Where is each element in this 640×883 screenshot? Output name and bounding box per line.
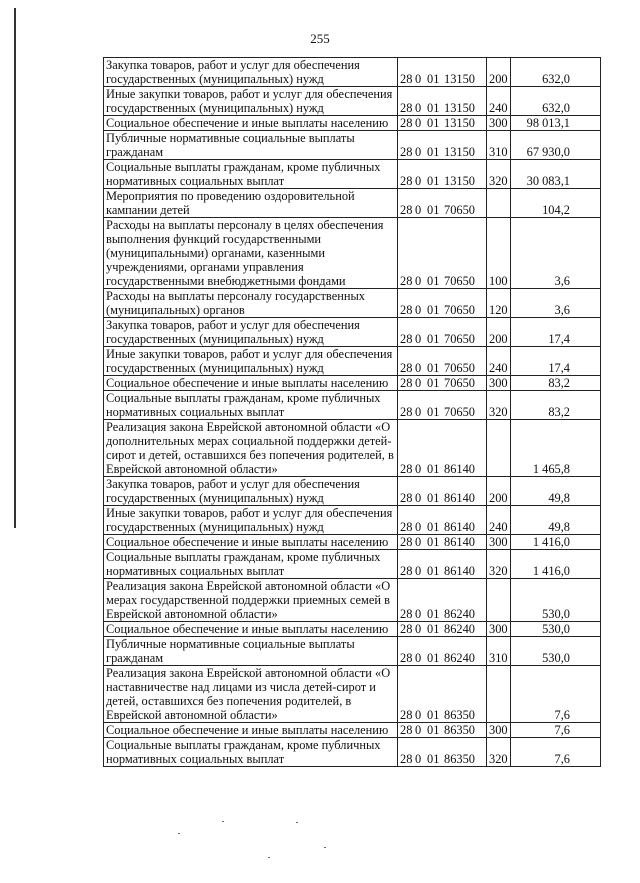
- row-code: [398, 550, 487, 579]
- row-amount: 530,0: [511, 622, 601, 637]
- table-row: [104, 738, 601, 767]
- code-part: 70650: [444, 361, 475, 375]
- row-expense-type: [487, 189, 511, 218]
- code-part: 0: [415, 622, 422, 636]
- row-name: Закупка товаров, работ и услуг для обеспечения государственных (муниципальных) нужд: [104, 477, 398, 506]
- row-name: Социальное обеспечение и иные выплаты населению: [104, 376, 398, 391]
- code-part: 13150: [444, 174, 475, 188]
- code-part: 0: [415, 303, 422, 317]
- row-amount: 83,2: [511, 376, 601, 391]
- row-code: [398, 738, 487, 767]
- row-expense-type: [487, 666, 511, 723]
- scan-speck: [268, 857, 270, 858]
- table-row: [104, 289, 601, 318]
- code-part: 0: [415, 564, 422, 578]
- row-name: Реализация закона Еврейской автономной области «О мерах государственной поддержки приемных семей в Еврейской автономной области»: [104, 579, 398, 622]
- row-amount: 17,4: [511, 318, 601, 347]
- table-row: [104, 189, 601, 218]
- row-amount: 67 930,0: [511, 131, 601, 160]
- code-part: 28: [400, 174, 413, 188]
- row-name: Закупка товаров, работ и услуг для обеспечения государственных (муниципальных) нужд: [104, 58, 398, 87]
- row-amount: 83,2: [511, 391, 601, 420]
- code-part: 0: [415, 101, 422, 115]
- row-name: Реализация закона Еврейской автономной области «О дополнительных мерах социальной поддержки детей-сирот и детей, оставшихся без попечения родителей, в Еврейской автономной области»: [104, 420, 398, 477]
- row-amount: 530,0: [511, 579, 601, 622]
- code-part: 13150: [444, 145, 475, 159]
- row-code: [398, 723, 487, 738]
- row-expense-type: 320: [487, 391, 511, 420]
- code-part: 13150: [444, 116, 475, 130]
- row-amount: 49,8: [511, 477, 601, 506]
- row-code: [398, 391, 487, 420]
- code-part: 28: [400, 708, 413, 722]
- row-amount: 7,6: [511, 723, 601, 738]
- code-part: 86240: [444, 607, 475, 621]
- row-code: [398, 87, 487, 116]
- row-amount: 1 416,0: [511, 550, 601, 579]
- code-part: 01: [427, 72, 440, 86]
- row-name: Социальное обеспечение и иные выплаты населению: [104, 723, 398, 738]
- code-part: 28: [400, 622, 413, 636]
- row-expense-type: 240: [487, 347, 511, 376]
- code-part: 28: [400, 535, 413, 549]
- code-part: 0: [415, 752, 422, 766]
- code-part: 0: [415, 520, 422, 534]
- code-part: 28: [400, 376, 413, 390]
- code-part: 01: [427, 607, 440, 621]
- row-code: [398, 116, 487, 131]
- code-part: 0: [415, 462, 422, 476]
- table-row: [104, 87, 601, 116]
- table-row: [104, 131, 601, 160]
- table-row: [104, 579, 601, 622]
- row-amount: 7,6: [511, 738, 601, 767]
- row-code: [398, 420, 487, 477]
- table-row: [104, 506, 601, 535]
- row-code: [398, 58, 487, 87]
- row-code: [398, 579, 487, 622]
- row-code: [398, 622, 487, 637]
- row-name: Закупка товаров, работ и услуг для обеспечения государственных (муниципальных) нужд: [104, 318, 398, 347]
- row-amount: 30 083,1: [511, 160, 601, 189]
- code-part: 28: [400, 72, 413, 86]
- code-part: 86140: [444, 491, 475, 505]
- code-part: 0: [415, 332, 422, 346]
- code-part: 28: [400, 651, 413, 665]
- code-part: 28: [400, 332, 413, 346]
- code-part: 28: [400, 203, 413, 217]
- code-part: 01: [427, 651, 440, 665]
- row-code: [398, 506, 487, 535]
- code-part: 86350: [444, 723, 475, 737]
- row-expense-type: 320: [487, 160, 511, 189]
- row-amount: 7,6: [511, 666, 601, 723]
- row-code: [398, 535, 487, 550]
- code-part: 0: [415, 708, 422, 722]
- binding-line: [14, 8, 16, 528]
- code-part: 0: [415, 376, 422, 390]
- table-row: [104, 723, 601, 738]
- table-row: [104, 58, 601, 87]
- code-part: 28: [400, 405, 413, 419]
- code-part: 86140: [444, 520, 475, 534]
- code-part: 28: [400, 116, 413, 130]
- code-part: 28: [400, 723, 413, 737]
- row-amount: 104,2: [511, 189, 601, 218]
- row-expense-type: 300: [487, 723, 511, 738]
- table-row: [104, 391, 601, 420]
- code-part: 86240: [444, 622, 475, 636]
- row-code: [398, 318, 487, 347]
- table-row: [104, 376, 601, 391]
- code-part: 28: [400, 462, 413, 476]
- code-part: 70650: [444, 332, 475, 346]
- row-expense-type: [487, 420, 511, 477]
- code-part: 28: [400, 145, 413, 159]
- code-part: 28: [400, 607, 413, 621]
- row-amount: 3,6: [511, 289, 601, 318]
- code-part: 01: [427, 723, 440, 737]
- code-part: 0: [415, 116, 422, 130]
- row-code: [398, 666, 487, 723]
- row-name: Расходы на выплаты персоналу государственных (муниципальных) органов: [104, 289, 398, 318]
- code-part: 13150: [444, 101, 475, 115]
- scan-speck: [222, 821, 224, 822]
- code-part: 0: [415, 145, 422, 159]
- code-part: 01: [427, 101, 440, 115]
- row-amount: 17,4: [511, 347, 601, 376]
- row-amount: 530,0: [511, 637, 601, 666]
- code-part: 01: [427, 405, 440, 419]
- row-expense-type: 320: [487, 738, 511, 767]
- row-name: Социальное обеспечение и иные выплаты населению: [104, 116, 398, 131]
- table-row: [104, 420, 601, 477]
- table-row: [104, 160, 601, 189]
- row-name: Социальные выплаты гражданам, кроме публичных нормативных социальных выплат: [104, 391, 398, 420]
- row-amount: 632,0: [511, 87, 601, 116]
- code-part: 01: [427, 752, 440, 766]
- code-part: 0: [415, 607, 422, 621]
- table-row: [104, 550, 601, 579]
- page-number: 255: [310, 31, 330, 46]
- row-name: Мероприятия по проведению оздоровительной кампании детей: [104, 189, 398, 218]
- code-part: 01: [427, 535, 440, 549]
- code-part: 70650: [444, 274, 475, 288]
- code-part: 01: [427, 145, 440, 159]
- row-name: Социальные выплаты гражданам, кроме публичных нормативных социальных выплат: [104, 160, 398, 189]
- table-row: [104, 347, 601, 376]
- code-part: 01: [427, 116, 440, 130]
- code-part: 0: [415, 361, 422, 375]
- code-part: 28: [400, 564, 413, 578]
- row-amount: 1 465,8: [511, 420, 601, 477]
- row-expense-type: 240: [487, 506, 511, 535]
- row-amount: 1 416,0: [511, 535, 601, 550]
- code-part: 0: [415, 405, 422, 419]
- table-row: [104, 666, 601, 723]
- scan-speck: [296, 822, 298, 823]
- row-expense-type: 120: [487, 289, 511, 318]
- row-expense-type: 310: [487, 131, 511, 160]
- budget-table: [103, 57, 601, 767]
- code-part: 01: [427, 332, 440, 346]
- table-row: [104, 637, 601, 666]
- code-part: 01: [427, 462, 440, 476]
- row-code: [398, 218, 487, 289]
- code-part: 13150: [444, 72, 475, 86]
- row-name: Реализация закона Еврейской автономной области «О наставничестве над лицами из числа детей-сирот и детей, оставшихся без попечения родителей, в Еврейской автономной области»: [104, 666, 398, 723]
- table-row: [104, 116, 601, 131]
- table-row: [104, 318, 601, 347]
- row-name: Иные закупки товаров, работ и услуг для обеспечения государственных (муниципальных) нужд: [104, 506, 398, 535]
- row-code: [398, 160, 487, 189]
- row-code: [398, 477, 487, 506]
- code-part: 0: [415, 723, 422, 737]
- scan-speck: [324, 847, 326, 848]
- code-part: 01: [427, 622, 440, 636]
- row-amount: 632,0: [511, 58, 601, 87]
- row-code: [398, 289, 487, 318]
- code-part: 0: [415, 72, 422, 86]
- code-part: 86140: [444, 564, 475, 578]
- code-part: 28: [400, 361, 413, 375]
- code-part: 0: [415, 535, 422, 549]
- code-part: 0: [415, 174, 422, 188]
- code-part: 28: [400, 752, 413, 766]
- row-name: Социальные выплаты гражданам, кроме публичных нормативных социальных выплат: [104, 738, 398, 767]
- row-name: Публичные нормативные социальные выплаты гражданам: [104, 637, 398, 666]
- table-row: [104, 622, 601, 637]
- row-expense-type: 300: [487, 376, 511, 391]
- code-part: 0: [415, 203, 422, 217]
- code-part: 70650: [444, 405, 475, 419]
- row-name: Расходы на выплаты персоналу в целях обеспечения выполнения функций государственными (муниципальными) органами, казенными учреждениями, органами управления государственными внебюджетными фондами: [104, 218, 398, 289]
- code-part: 01: [427, 376, 440, 390]
- code-part: 70650: [444, 303, 475, 317]
- row-expense-type: 200: [487, 318, 511, 347]
- code-part: 86240: [444, 651, 475, 665]
- code-part: 70650: [444, 203, 475, 217]
- row-amount: 49,8: [511, 506, 601, 535]
- code-part: 01: [427, 708, 440, 722]
- row-code: [398, 376, 487, 391]
- row-name: Социальное обеспечение и иные выплаты населению: [104, 535, 398, 550]
- table-body: [104, 58, 601, 767]
- code-part: 01: [427, 361, 440, 375]
- code-part: 01: [427, 564, 440, 578]
- row-name: Социальное обеспечение и иные выплаты населению: [104, 622, 398, 637]
- row-code: [398, 131, 487, 160]
- scan-speck: [178, 833, 180, 834]
- code-part: 01: [427, 174, 440, 188]
- code-part: 01: [427, 520, 440, 534]
- code-part: 70650: [444, 376, 475, 390]
- table-row: [104, 218, 601, 289]
- row-code: [398, 347, 487, 376]
- row-code: [398, 637, 487, 666]
- code-part: 86350: [444, 752, 475, 766]
- code-part: 28: [400, 101, 413, 115]
- row-expense-type: 200: [487, 477, 511, 506]
- row-name: Социальные выплаты гражданам, кроме публичных нормативных социальных выплат: [104, 550, 398, 579]
- row-expense-type: 100: [487, 218, 511, 289]
- row-name: Публичные нормативные социальные выплаты гражданам: [104, 131, 398, 160]
- code-part: 28: [400, 303, 413, 317]
- code-part: 86140: [444, 535, 475, 549]
- code-part: 0: [415, 491, 422, 505]
- code-part: 28: [400, 520, 413, 534]
- row-expense-type: 300: [487, 622, 511, 637]
- row-expense-type: 300: [487, 116, 511, 131]
- code-part: 01: [427, 303, 440, 317]
- row-amount: 98 013,1: [511, 116, 601, 131]
- row-expense-type: 200: [487, 58, 511, 87]
- row-expense-type: [487, 579, 511, 622]
- code-part: 0: [415, 651, 422, 665]
- code-part: 28: [400, 491, 413, 505]
- row-expense-type: 310: [487, 637, 511, 666]
- row-amount: 3,6: [511, 218, 601, 289]
- code-part: 01: [427, 274, 440, 288]
- row-code: [398, 189, 487, 218]
- code-part: 86140: [444, 462, 475, 476]
- code-part: 86350: [444, 708, 475, 722]
- row-expense-type: 240: [487, 87, 511, 116]
- row-name: Иные закупки товаров, работ и услуг для обеспечения государственных (муниципальных) нужд: [104, 347, 398, 376]
- table-row: [104, 477, 601, 506]
- row-expense-type: 320: [487, 550, 511, 579]
- row-name: Иные закупки товаров, работ и услуг для обеспечения государственных (муниципальных) нужд: [104, 87, 398, 116]
- table-row: [104, 535, 601, 550]
- row-expense-type: 300: [487, 535, 511, 550]
- code-part: 01: [427, 203, 440, 217]
- code-part: 01: [427, 491, 440, 505]
- code-part: 28: [400, 274, 413, 288]
- code-part: 0: [415, 274, 422, 288]
